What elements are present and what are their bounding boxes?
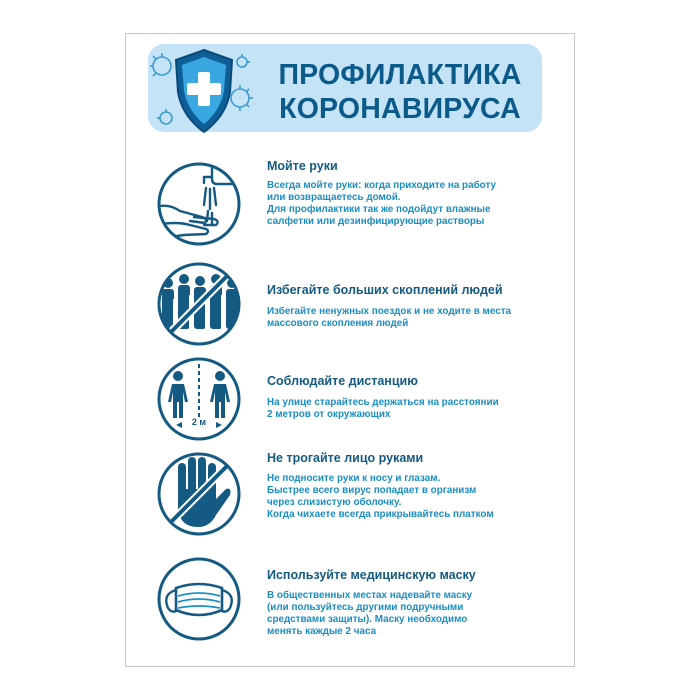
no-face-touch-icon <box>154 449 244 539</box>
tip-line: салфетки или дезинфицирующие растворы <box>267 216 485 227</box>
header-banner <box>148 44 542 132</box>
tip-line: средствами защиты). Маску необходимо <box>267 614 468 625</box>
tip-line: Когда чихаете всегда прикрывайтесь платком <box>267 509 494 520</box>
page-title <box>266 58 534 126</box>
tip-body <box>267 306 557 330</box>
title-line-2: КОРОНАВИРУСА <box>279 93 521 125</box>
tip-body <box>267 590 557 638</box>
tip-heading: Мойте руки <box>267 159 338 173</box>
tip-line: менять каждые 2 часа <box>267 626 377 637</box>
hand-washing-icon <box>154 159 244 249</box>
poster <box>125 33 575 667</box>
shield-cross-icon <box>146 40 264 140</box>
tip-heading: Используйте медицинскую маску <box>267 568 476 582</box>
tip-line: Не подносите руки к носу и глазам. <box>267 473 441 484</box>
tip-body <box>267 397 557 421</box>
tip-line: массового скопления людей <box>267 318 409 329</box>
tip-heading: Соблюдайте дистанцию <box>267 374 418 388</box>
tip-line: 2 метров от окружающих <box>267 409 391 420</box>
tip-line: Избегайте ненужных поездок и не ходите в места <box>267 306 512 317</box>
tip-line: В общественных местах надевайте маску <box>267 590 473 601</box>
tip-heading: Избегайте больших скоплений людей <box>267 283 503 297</box>
social-distance-icon <box>154 354 244 444</box>
tip-line: Быстрее всего вирус попадает в организм <box>267 485 477 496</box>
tip-body <box>267 473 557 521</box>
tip-line: Для профилактики так же подойдут влажные <box>267 204 491 215</box>
tip-line: или возвращаетесь домой. <box>267 192 401 203</box>
title-line-1: ПРОФИЛАКТИКА <box>278 59 522 91</box>
tip-line: (или пользуйтесь другими подручными <box>267 602 464 613</box>
tip-line: через слизистую оболочку. <box>267 497 402 508</box>
medical-mask-icon <box>154 554 244 644</box>
tip-heading: Не трогайте лицо руками <box>267 451 424 465</box>
tip-line: Всегда мойте руки: когда приходите на работу <box>267 180 497 191</box>
distance-label: 2 м <box>191 417 207 427</box>
tip-line: На улице старайтесь держаться на расстоянии <box>267 397 499 408</box>
no-crowds-icon <box>154 259 244 349</box>
tip-body <box>267 180 557 228</box>
